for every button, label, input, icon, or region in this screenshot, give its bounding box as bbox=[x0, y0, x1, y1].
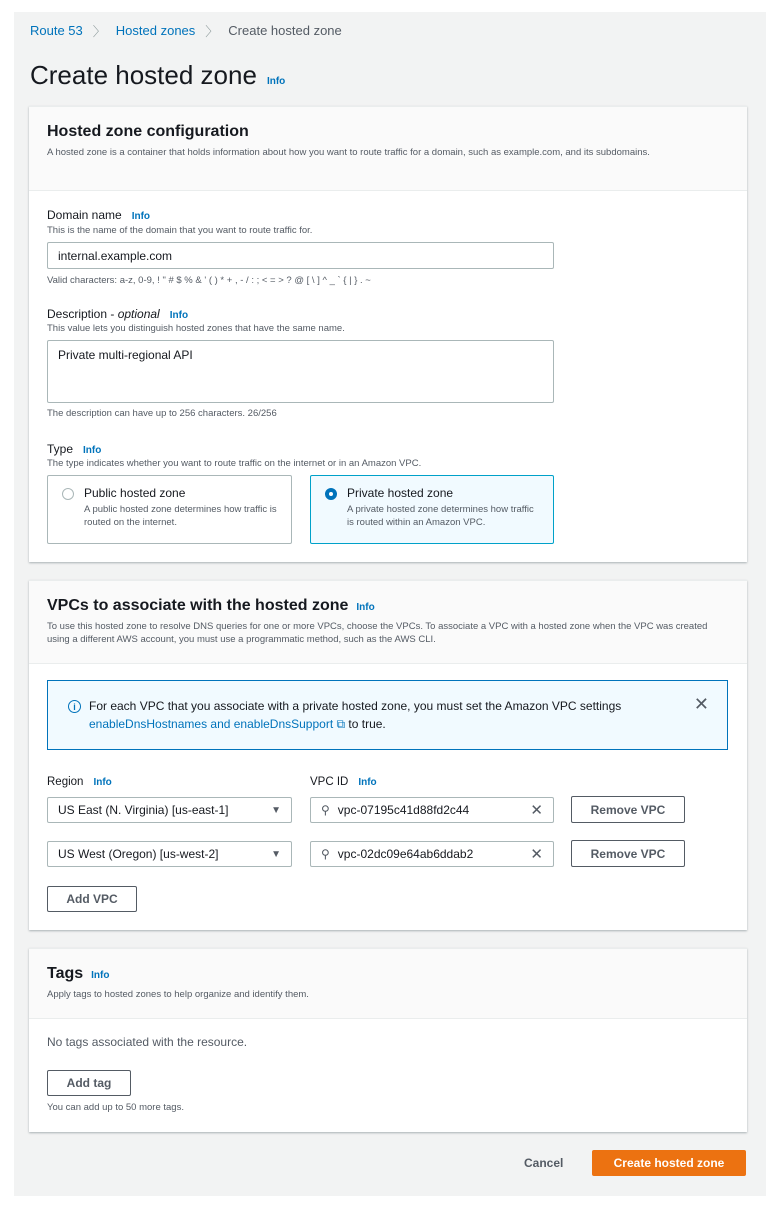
region-select[interactable] bbox=[47, 797, 292, 823]
info-link[interactable]: Info bbox=[131, 211, 151, 222]
alert-text: For each VPC that you associate with a private hosted zone, you must set the Amazon VPC settings bbox=[89, 699, 622, 713]
private-desc: A private hosted zone determines how traffic is routed within an Amazon VPC. bbox=[347, 504, 534, 528]
clear-icon[interactable]: ✕ bbox=[530, 802, 543, 819]
clear-icon[interactable]: ✕ bbox=[530, 846, 543, 863]
chevron-right-icon: 〉 bbox=[205, 24, 219, 39]
search-icon: ⚲ bbox=[321, 803, 330, 817]
breadcrumb-current: Create hosted zone bbox=[228, 23, 342, 38]
add-tag-button[interactable]: Add tag bbox=[47, 1070, 131, 1096]
chevron-right-icon: 〉 bbox=[92, 24, 106, 39]
vpcs-panel bbox=[29, 580, 747, 930]
private-title: Private hosted zone bbox=[347, 486, 454, 500]
breadcrumb-hosted-zones[interactable]: Hosted zones bbox=[115, 23, 196, 38]
info-link[interactable]: Info bbox=[358, 777, 377, 788]
no-tags-text: No tags associated with the resource. bbox=[47, 1035, 248, 1049]
hosted-zone-config-panel bbox=[29, 106, 747, 562]
panel-description: Apply tags to hosted zones to help organize and identify them. bbox=[47, 989, 309, 1000]
alert-link[interactable]: enableDnsHostnames and enableDnsSupport bbox=[89, 717, 334, 731]
domain-valid-chars: Valid characters: a-z, 0-9, ! " # $ % & ' ( ) * + , - / : ; < = > ? @ [ \ ] ^ _ ` { | } . ~ bbox=[47, 275, 371, 286]
breadcrumb bbox=[30, 21, 342, 40]
info-alert bbox=[47, 680, 728, 750]
caret-down-icon: ▼ bbox=[271, 848, 281, 860]
cancel-button[interactable]: Cancel bbox=[524, 1156, 564, 1170]
radio-selected-icon bbox=[325, 488, 337, 500]
tags-panel bbox=[29, 948, 747, 1132]
info-link[interactable]: Info bbox=[83, 445, 102, 456]
panel-header bbox=[29, 949, 747, 1019]
description-hint: This value lets you distinguish hosted zones that have the same name. bbox=[47, 323, 345, 334]
search-icon: ⚲ bbox=[321, 847, 330, 861]
radio-icon bbox=[62, 488, 74, 500]
region-value: US East (N. Virginia) [us-east-1] bbox=[58, 803, 229, 817]
external-link-icon: ⧉ bbox=[333, 717, 346, 731]
add-vpc-button[interactable]: Add VPC bbox=[47, 886, 137, 912]
vpc-value: vpc-07195c41d88fd2c44 bbox=[337, 803, 470, 817]
create-hosted-zone-button[interactable]: Create hosted zone bbox=[592, 1150, 746, 1176]
public-desc: A public hosted zone determines how traffic is routed on the internet. bbox=[84, 504, 277, 528]
info-link[interactable]: Info bbox=[93, 777, 112, 788]
vpc-value: vpc-02dc09e64ab6ddab2 bbox=[337, 847, 474, 861]
domain-name-label: Domain name bbox=[47, 208, 122, 222]
panel-header bbox=[29, 107, 747, 191]
remove-vpc-button[interactable]: Remove VPC bbox=[571, 796, 685, 823]
panel-title: Hosted zone configuration bbox=[47, 123, 249, 140]
info-circle-icon: i bbox=[68, 700, 81, 713]
panel-description: A hosted zone is a container that holds information about how you want to route traffic for a domain, such as example.com, and its subdomains. bbox=[47, 147, 650, 158]
panel-title: Tags bbox=[47, 965, 84, 982]
public-hosted-zone-radio[interactable] bbox=[47, 475, 292, 544]
domain-name-input[interactable]: internal.example.com bbox=[47, 242, 554, 269]
info-link[interactable]: Info bbox=[91, 970, 110, 981]
caret-down-icon: ▼ bbox=[271, 804, 281, 816]
description-count: The description can have up to 256 characters. 26/256 bbox=[47, 408, 277, 419]
panel-description: To use this hosted zone to resolve DNS queries for one or more VPCs, choose the VPCs. To associate a VPC with a hosted zone when the VPC was created using a different AWS account, you must use a programmatic method, such as the AWS CLI. bbox=[47, 621, 708, 645]
panel-title: VPCs to associate with the hosted zone bbox=[47, 597, 349, 614]
region-select[interactable] bbox=[47, 841, 292, 867]
close-icon[interactable]: ✕ bbox=[693, 694, 709, 714]
page-title-row bbox=[30, 60, 285, 91]
type-label: Type bbox=[47, 442, 74, 456]
panel-header bbox=[29, 581, 747, 664]
vpc-id-input[interactable] bbox=[310, 841, 554, 867]
region-value: US West (Oregon) [us-west-2] bbox=[58, 847, 219, 861]
region-label: Region bbox=[47, 776, 84, 788]
description-textarea[interactable]: Private multi-regional API bbox=[47, 340, 554, 403]
type-hint: The type indicates whether you want to route traffic on the internet or in an Amazon VPC. bbox=[47, 458, 422, 469]
private-hosted-zone-radio[interactable] bbox=[310, 475, 554, 544]
page-title: Create hosted zone bbox=[30, 60, 257, 90]
description-label: Description - optional bbox=[47, 307, 160, 321]
alert-tail: to true. bbox=[345, 717, 386, 731]
info-link[interactable]: Info bbox=[169, 310, 189, 321]
public-title: Public hosted zone bbox=[84, 486, 186, 500]
vpc-id-label: VPC ID bbox=[310, 776, 349, 788]
info-link[interactable]: Info bbox=[266, 76, 286, 87]
vpc-id-input[interactable] bbox=[310, 797, 554, 823]
tags-hint: You can add up to 50 more tags. bbox=[47, 1102, 184, 1113]
breadcrumb-route53[interactable]: Route 53 bbox=[30, 23, 83, 38]
info-link[interactable]: Info bbox=[356, 602, 375, 613]
domain-name-hint: This is the name of the domain that you want to route traffic for. bbox=[47, 225, 313, 236]
remove-vpc-button[interactable]: Remove VPC bbox=[571, 840, 685, 867]
